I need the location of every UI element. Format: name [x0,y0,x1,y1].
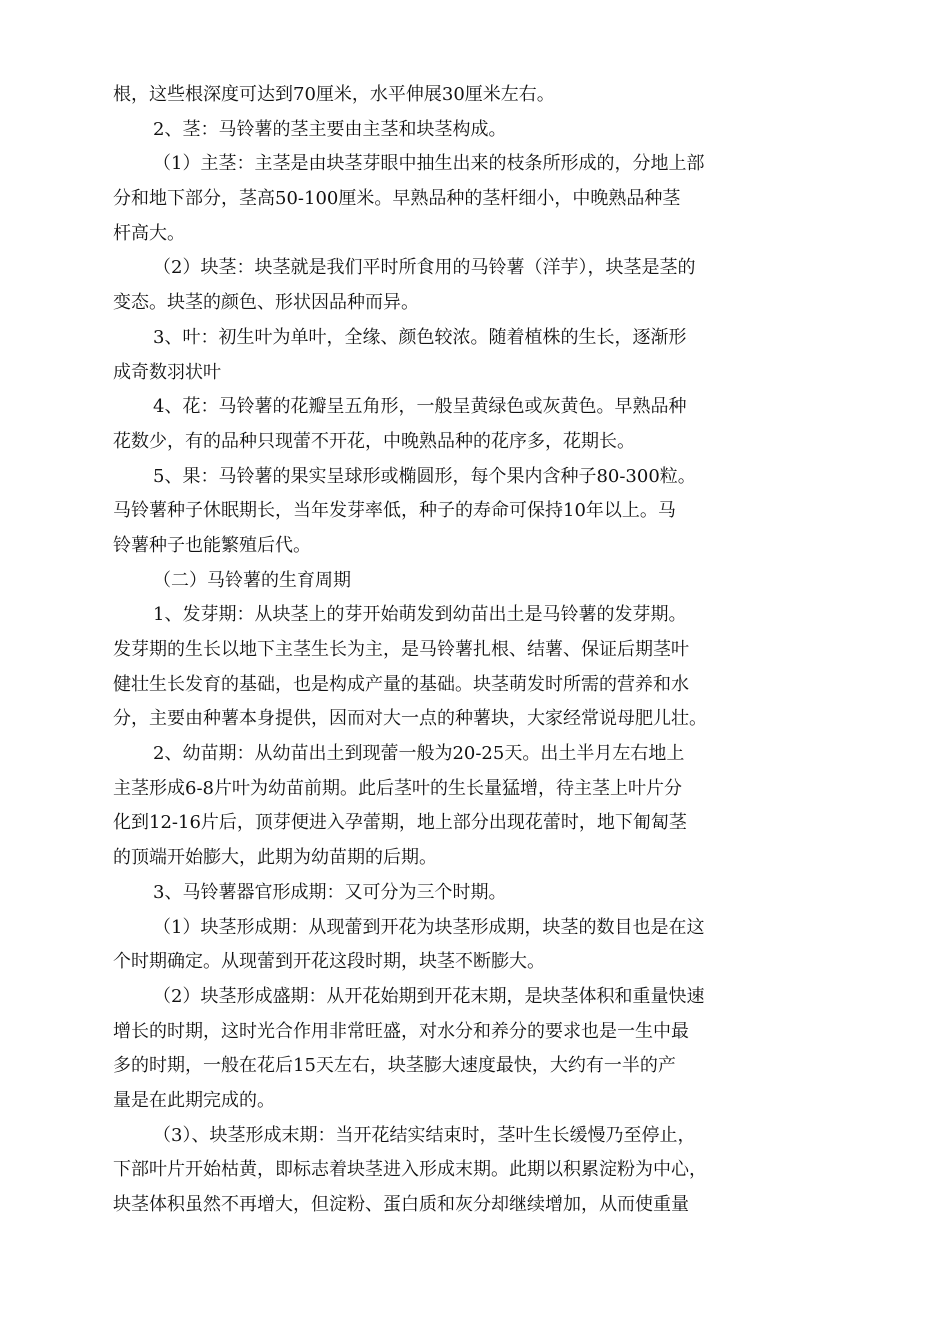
text-line: 健壮生长发育的基础，也是构成产量的基础。块茎萌发时所需的营养和水 [113,673,689,695]
text-line: 分，主要由种薯本身提供，因而对大一点的种薯块，大家经常说母肥儿壮。 [113,708,707,730]
text-line: 3、叶：初生叶为单叶，全缘、颜色较浓。随着植株的生长，逐渐形 [153,326,687,348]
document-body-text [113,78,838,1223]
text-line: （1）主茎：主茎是由块茎芽眼中抽生出来的枝条所形成的，分地上部 [153,153,705,175]
text-line: 铃薯种子也能繁殖后代。 [113,534,311,556]
text-line: 3、马铃薯器官形成期：又可分为三个时期。 [153,881,507,903]
text-line: 主茎形成6-8片叶为幼苗前期。此后茎叶的生长量猛增，待主茎上叶片分 [113,777,682,799]
text-line: 2、幼苗期：从幼苗出土到现蕾一般为20-25天。出土半月左右地上 [153,743,685,765]
text-line: 5、果：马铃薯的果实呈球形或椭圆形，每个果内含种子80-300粒。 [153,465,696,487]
text-line: 块茎体积虽然不再增大，但淀粉、蛋白质和灰分却继续增加，从而使重量 [113,1194,689,1215]
text-line: 成奇数羽状叶 [113,361,221,383]
text-line: 量是在此期完成的。 [113,1089,275,1111]
text-line: 花数少，有的品种只现蕾不开花，中晚熟品种的花序多，花期长。 [113,430,635,452]
text-line: 分和地下部分，茎高50-100厘米。早熟品种的茎杆细小，中晚熟品种茎 [113,188,681,210]
text-line: 马铃薯种子休眠期长，当年发芽率低，种子的寿命可保持10年以上。马 [113,500,676,522]
text-line: （3）、块茎形成末期：当开花结实结束时，茎叶生长缓慢乃至停止， [153,1124,696,1146]
text-line: 变态。块茎的颜色、形状因品种而异。 [113,292,419,314]
text-line: （2）块茎形成盛期：从开花始期到开花末期，是块茎体积和重量快速 [153,985,705,1007]
text-line: 4、花：马铃薯的花瓣呈五角形，一般呈黄绿色或灰黄色。早熟品种 [153,396,687,418]
text-line: 根，这些根深度可达到70厘米，水平伸展30厘米左右。 [113,84,555,105]
text-line: （2）块茎：块茎就是我们平时所食用的马铃薯（洋芋），块茎是茎的 [153,257,696,279]
text-line: 下部叶片开始枯黄，即标志着块茎进入形成末期。此期以积累淀粉为中心， [113,1159,707,1181]
text-line: 1、发芽期：从块茎上的芽开始萌发到幼苗出土是马铃薯的发芽期。 [153,604,687,626]
text-line: 化到12-16片后，顶芽便进入孕蕾期，地上部分出现花蕾时，地下匍匐茎 [113,812,687,834]
text-line: 杆高大。 [113,222,185,244]
text-line: 的顶端开始膨大，此期为幼苗期的后期。 [113,847,437,869]
text-line: 发芽期的生长以地下主茎生长为主，是马铃薯扎根、结薯、保证后期茎叶 [113,639,689,660]
text-line: 增长的时期，这时光合作用非常旺盛，对水分和养分的要求也是一生中最 [113,1020,689,1042]
text-line: 个时期确定。从现蕾到开花这段时期，块茎不断膨大。 [113,951,545,973]
text-line: （1）块茎形成期：从现蕾到开花为块茎形成期，块茎的数目也是在这 [153,916,705,938]
text-line: 多的时期，一般在花后15天左右，块茎膨大速度最快，大约有一半的产 [113,1055,676,1077]
text-line: 2、茎：马铃薯的茎主要由主茎和块茎构成。 [153,118,507,140]
text-line: （二）马铃薯的生育周期 [153,569,351,591]
